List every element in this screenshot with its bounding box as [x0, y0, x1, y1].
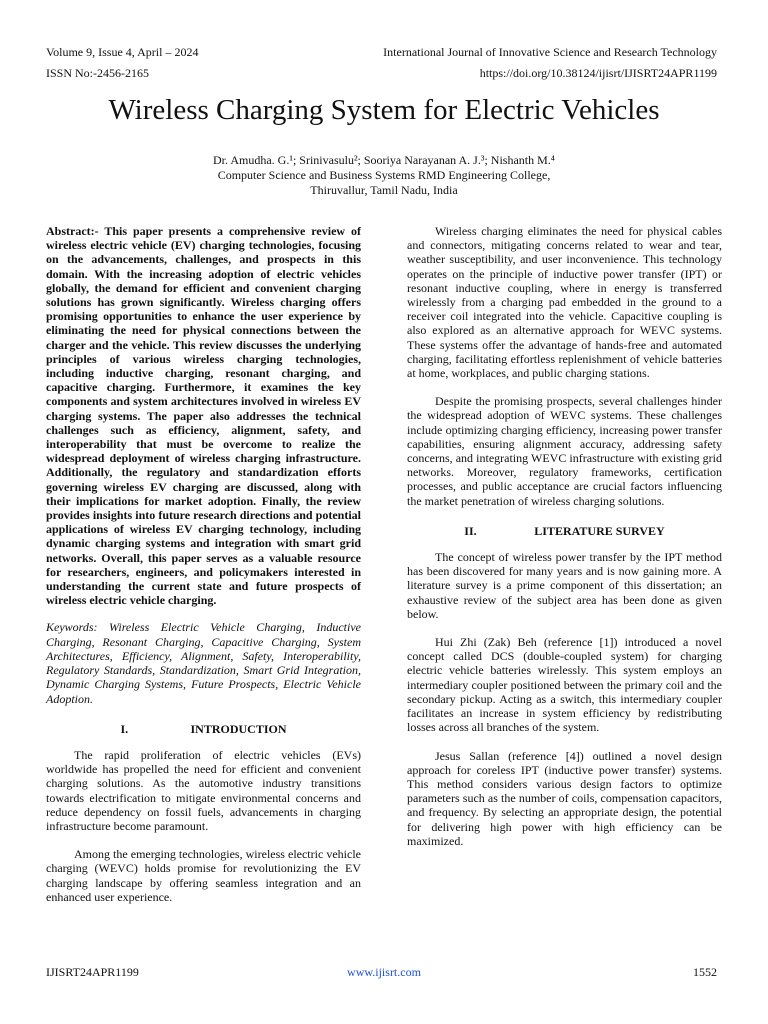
header-journal: International Journal of Innovative Science and Research Technology: [383, 45, 717, 59]
paper-title: Wireless Charging System for Electric Vehicles: [108, 94, 660, 126]
authors-block: [0, 153, 768, 198]
survey-paragraph-3: Jesus Sallan (reference [4]) outlined a novel design approach for coreless IPT (inductive power transfer) systems. This method considers various design factors to optimize parameters such as the number of coils, compensation capacitors, and frequency. By selecting an appropriate design, the potential for delivering high power with high efficiency can be maximized.: [407, 748, 722, 848]
right-column: [407, 224, 722, 848]
keywords: Keywords: Wireless Electric Vehicle Charging, Inductive Charging, Resonant Charging, Capacitive Charging, System Architectures, Efficiency, Alignment, Safety, Interoperability, Regulatory Standards, Standardization, Smart Grid Integration, Dynamic Charging Systems, Future Prospects, Electric Vehicle Adoption.: [46, 620, 361, 706]
survey-paragraph-1: The concept of wireless power transfer by the IPT method has been discovered for many years and is now gaining more. A literature survey is a prime component of this dissertation; an exhaustive review of the subject area has been done as given below.: [407, 550, 722, 621]
section-number: I.: [120, 721, 129, 736]
header-issn: ISSN No:-2456-2165: [46, 66, 150, 80]
author-names: Dr. Amudha. G.¹; Srinivasulu²; Sooriya Narayanan A. J.³; Nishanth M.⁴: [213, 153, 555, 167]
intro-paragraph-3: Wireless charging eliminates the need for physical cables and connectors, mitigating concerns related to wear and tear, weather susceptibility, and user inconvenience. This technology operates on the principle of inductive power transfer (IPT) or resonant inductive coupling, where in energy is transferred wirelessly from a charging pad embedded in the ground to a receiver coil integrated into the vehicle. Capacitive coupling is also explored as an alternative approach for WEVC systems. These systems offer the advantage of hands-free and automated charging, facilitating effortless replenishment of vehicle batteries at home, workplaces, and public charging stations.: [407, 224, 722, 381]
header-doi-link[interactable]: https://doi.org/10.38124/ijisrt/IJISRT24APR1199: [479, 66, 717, 80]
section-title: LITERATURE SURVEY: [534, 523, 665, 538]
section-heading-literature-survey: [407, 524, 722, 538]
footer-site-link[interactable]: www.ijisrt.com: [347, 965, 421, 979]
intro-paragraph-1: The rapid proliferation of electric vehicles (EVs) worldwide has propelled the need for efficient and convenient charging solutions. As the automotive industry transitions towards electrification to mitigate environmental concerns and reduce dependency on fossil fuels, advancements in charging infrastructure become paramount.: [46, 747, 361, 833]
section-number: II.: [464, 523, 477, 538]
section-heading-introduction: [46, 722, 361, 736]
footer-page-number: 1552: [693, 965, 717, 979]
section-title: INTRODUCTION: [190, 721, 287, 736]
intro-paragraph-4: Despite the promising prospects, several challenges hinder the widespread adoption of WEVC systems. These challenges include optimizing charging efficiency, increasing power transfer capabilities, ensuring alignment accuracy, addressing safety concerns, and integrating WEVC infrastructure with existing grid networks. Moreover, regulatory frameworks, certification processes, and public acceptance are crucial factors influencing the market penetration of wireless charging solutions.: [407, 394, 722, 508]
header-volume: Volume 9, Issue 4, April – 2024: [46, 45, 199, 59]
intro-paragraph-2: Among the emerging technologies, wireless electric vehicle charging (WEVC) holds promise for revolutionizing the EV charging landscape by offering seamless integration and an enhanced user experience.: [46, 847, 361, 904]
left-column: [46, 224, 361, 904]
author-location: Thiruvallur, Tamil Nadu, India: [310, 183, 458, 197]
survey-paragraph-2: Hui Zhi (Zak) Beh (reference [1]) introduced a novel concept called DCS (double-coupled system) for charging electric vehicle batteries wirelessly. This system employs an intermediary coupler positioned between the primary coil and the secondary pickup. Acting as a switch, this intermediary coupler facilitates an increase in system efficiency by redistributing losses across all branches of the system.: [407, 635, 722, 735]
author-affiliation: Computer Science and Business Systems RMD Engineering College,: [217, 168, 551, 182]
abstract: Abstract:- This paper presents a comprehensive review of wireless electric vehicle (EV) charging technologies, focusing on the advancements, challenges, and prospects in this domain. With the increasing adoption of electric vehicles globally, the demand for efficient and convenient charging solutions has grown significantly. Wireless charging offers promising opportunities to enhance the user experience by eliminating the need for physical connections between the charger and the vehicle. This review discusses the underlying principles of various wireless charging technologies, including inductive charging, resonant charging, and capacitive charging. Furthermore, it examines the key components and system architectures involved in wireless EV charging systems. The paper also addresses the technical challenges such as efficiency, alignment, safety, and interoperability that must be overcome to realize the widespread deployment of wireless charging infrastructure. Additionally, the regulatory and standardization efforts governing wireless EV charging are discussed, along with their implications for market adoption. Finally, the review provides insights into future research directions and potential applications of wireless EV charging technology, including dynamic charging systems and integration with smart grid networks. Overall, this paper serves as a valuable resource for researchers, engineers, and policymakers interested in understanding the current state and future prospects of wireless electric vehicle charging.: [46, 224, 361, 608]
footer-paper-id: IJISRT24APR1199: [46, 965, 139, 979]
